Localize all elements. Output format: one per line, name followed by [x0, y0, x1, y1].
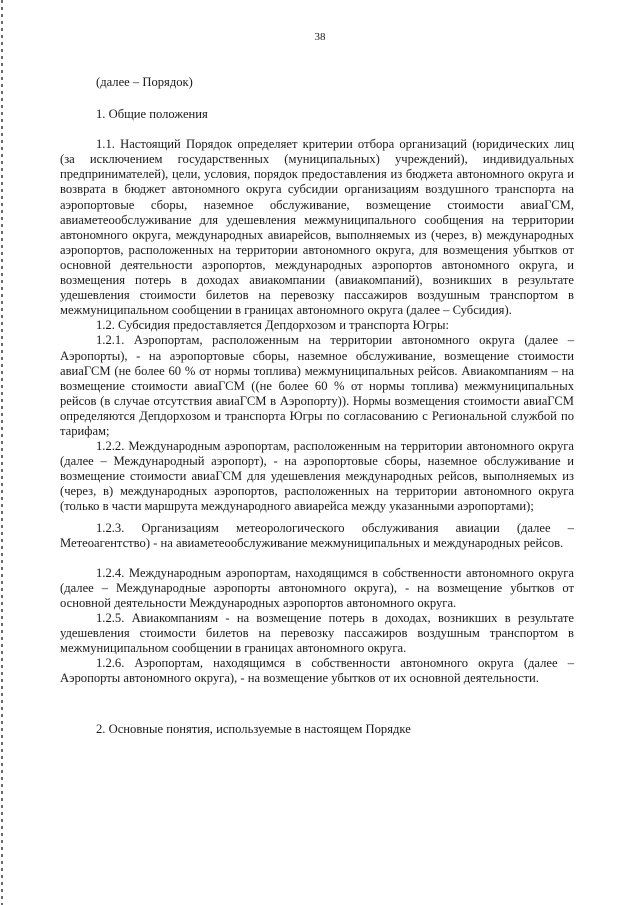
paragraph-1-2-1: 1.2.1. Аэропортам, расположенным на территории автономного округа (далее – Аэропорты), - на аэропортовые сборы, наземное обслуживание, возмещение стоимости авиаГСМ (не более 60 % от нормы топлива) межмуниципальных рейсов. Авиакомпаниям – на возмещение стоимости авиаГСМ ((не более 60 % от нормы топлива) межмуниципальных рейсов (в случае отсутствия авиаГСМ в Аэропорту)). Нормы возмещения стоимости авиаГСМ определяются Депдорхозом и транспорта Югры по согласованию с Региональной службой по тарифам; [60, 333, 574, 438]
section-2-heading: 2. Основные понятия, используемые в настоящем Порядке [96, 722, 411, 737]
paragraph-1-1: 1.1. Настоящий Порядок определяет критерии отбора организаций (юридических лиц (за исключением государственных (муниципальных) учреждений), индивидуальных предпринимателей), цели, условия, порядок предоставления из бюджета автономного округа и возврата в бюджет автономного округа субсидии организациям воздушного транспорта на аэропортовые сборы, наземное обслуживание, возмещение стоимости авиаГСМ, авиаметеообслуживание для удешевления межмуниципального сообщения на территории автономного округа, международных авиарейсов, выполняемых из (через, в) международных аэропортов, расположенных на территории автономного округа, для возмещения убытков от основной деятельности аэропортов, международных аэропортов автономного округа, и возмещения потерь в доходах авиакомпании (авиакомпаний), возникших в результате удешевления стоимости билетов на перевозку пассажиров воздушным транспортом в межмуниципальном сообщении в границах автономного округа (далее – Субсидия). [60, 137, 574, 318]
section-1-heading: 1. Общие положения [96, 107, 208, 122]
page-number: 38 [314, 31, 326, 43]
document-body [60, 75, 574, 738]
page-edge-border [1, 0, 3, 905]
intro-text: (далее – Порядок) [96, 75, 193, 89]
paragraph-1-2-4: 1.2.4. Международным аэропортам, находящимся в собственности автономного округа (далее – Международные аэропорты автономного округа), - на возмещение убытков от основной деятельности Международных аэропортов автономного округа. [60, 565, 574, 610]
paragraph-1-2-2: 1.2.2. Международным аэропортам, расположенным на территории автономного округа (далее – Международный аэропорт), - на аэропортовые сборы, наземное обслуживание и возмещение стоимости авиаГСМ для удешевления международных рейсов, выполняемых из (через, в) международных аэропортов, расположенных на территории автономного округа (только в части маршрута международного авиарейса между указанными аэропортами); [60, 439, 574, 514]
paragraph-1-2-5: 1.2.5. Авиакомпаниям - на возмещение потерь в доходах, возникших в результате удешевления стоимости билетов на перевозку пассажиров воздушным транспортом в межмуниципальном сообщении в границах автономного округа. [60, 611, 574, 656]
paragraph-1-2-6: 1.2.6. Аэропортам, находящимся в собственности автономного округа (далее – Аэропорты автономного округа), - на возмещение убытков от их основной деятельности. [60, 656, 574, 686]
paragraph-1-2: 1.2. Субсидия предоставляется Депдорхозом и транспорта Югры: [96, 318, 449, 333]
paragraph-1-2-3: 1.2.3. Организациям метеорологического обслуживания авиации (далее – Метеоагентство) - на авиаметеообслуживание межмуниципальных и международных рейсов. [60, 520, 574, 550]
